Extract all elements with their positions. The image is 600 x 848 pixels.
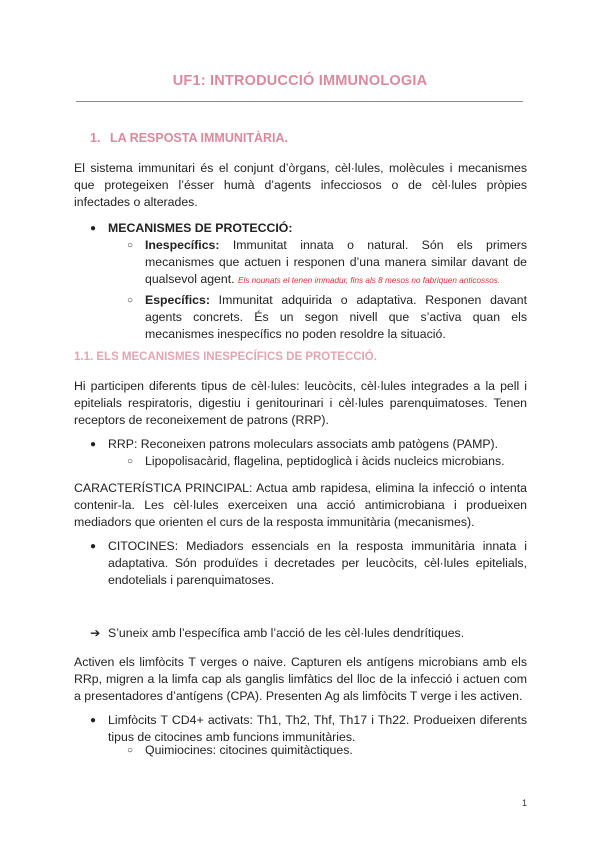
- list-item-especifics: [145, 292, 527, 343]
- paragraph-activen: Activen els limfòcits T verges o naive. Capturen els antígens microbians amb els RRp, migren a la limfa cap als ganglis limfàtics del lloc de la infecció i actuen com a presentadores d’antígens (CPA). Presenten Ag als limfòcits T verge i les activen.: [74, 655, 527, 703]
- list-item-limfocits: Limfòcits T CD4+ activats: Th1, Th2, Thf, Th17 i Th22. Produeixen diferents tipus de citocines amb funcions immunitàries.: [108, 713, 527, 744]
- section-heading-1: [90, 131, 288, 145]
- list-item-citocines: CITOCINES: Mediadors essencials en la resposta immunitària innata i adaptativa. Són produïdes i decretades per leucòcits, cèl·lules epitelials, endotelials i parenquimatoses.: [108, 539, 527, 587]
- sub-bullet-icon: ○: [127, 456, 134, 467]
- inespecifics-label: Inespecífics:: [145, 238, 220, 252]
- section-heading-1-1: 1.1. ELS MECANISMES INESPECÍFICS DE PROTECCIÓ.: [74, 351, 377, 363]
- paragraph-caracteristica: CARACTERÍSTICA PRINCIPAL: Actua amb rapidesa, elimina la infecció o intenta contenir-la. Les cèl·lules exerceixen una acció antimicrobiana i produeixen mediadors que orienten el curs de la resposta immunitària (mecanismes).: [74, 481, 527, 529]
- arrow-icon: ➔: [90, 626, 101, 640]
- inespecifics-text: Immunitat innata o natural. Són els primers mecanismes que actuen i responen d’una manera similar davant de qualsevol agent.: [145, 238, 527, 286]
- especifics-text: Immunitat adquirida o adaptativa. Responen davant agents concrets. És un segon nivell que s’activa quan els mecanismes inespecífics no poden resoldre la situació.: [145, 293, 527, 341]
- list-item-rrp-sub: Lipopolisacàrid, flagelina, peptidoglicà i àcids nucleics microbians.: [145, 454, 505, 468]
- page-number: 1: [522, 798, 528, 808]
- bullet-icon: ●: [90, 439, 97, 450]
- paragraph-cells: Hi participen diferents tipus de cèl·lules: leucòcits, cèl·lules integrades a la pell i epitelials respiratoris, digestiu i genitourinari i cèl·lules parenquimatoses. Tenen receptors de reconeixement de patrons (RRP).: [74, 379, 527, 427]
- section-number: 1.: [90, 131, 101, 145]
- sub-bullet-icon: ○: [127, 745, 134, 756]
- list-item-rrp: RRP: Reconeixen patrons moleculars associats amb patògens (PAMP).: [108, 437, 499, 451]
- list-item-inespecifics: [145, 237, 527, 289]
- list-item-quimiocines: Quimiocines: citocines quimitàctiques.: [145, 743, 353, 757]
- mechanisms-heading-text: MECANISMES DE PROTECCIÓ:: [108, 221, 293, 235]
- section-title: LA RESPOSTA IMMUNITÀRIA.: [110, 131, 289, 145]
- title-divider: [76, 101, 523, 102]
- mechanisms-heading: [108, 220, 527, 237]
- page-title: UF1: INTRODUCCIÓ IMMUNOLOGIA: [172, 73, 428, 89]
- bullet-icon: ●: [90, 541, 97, 552]
- intro-paragraph: El sistema immunitari és el conjunt d’òrgans, cèl·lules, molècules i mecanismes que protegeixen l’ésser humà d’agents infecciosos o de cèl·lules pròpies infectades o alterades.: [74, 161, 527, 209]
- arrow-note: S’uneix amb l’específica amb l’acció de les cèl·lules dendrítiques.: [108, 626, 465, 640]
- bullet-icon: ●: [90, 223, 97, 234]
- bullet-icon: ●: [90, 715, 97, 726]
- sub-bullet-icon: ○: [127, 240, 134, 251]
- sub-bullet-icon: ○: [127, 295, 134, 306]
- especifics-label: Específics:: [145, 293, 210, 307]
- inespecifics-note: Els nounats el tenen immadur, fins als 8 mesos no fabriquen anticossos.: [237, 276, 501, 285]
